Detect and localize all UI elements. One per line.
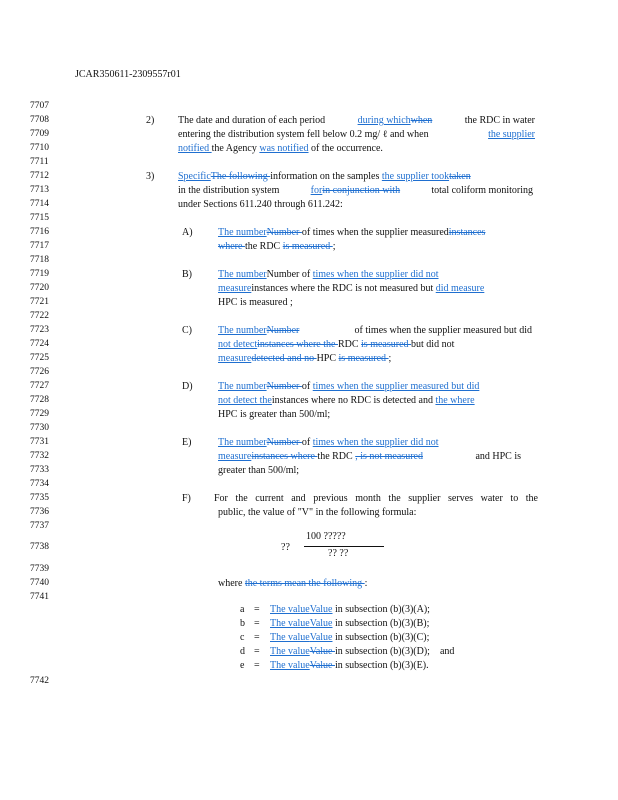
inserted-text: The value [270,632,310,643]
line-number: 7735 [30,493,49,503]
text-run: RDC [337,339,362,350]
text-run: in subsection (b)(3)(E). [334,660,429,671]
deleted-text: The following [210,171,271,182]
inserted-text: during which [357,115,411,126]
deleted-text: where [218,241,245,252]
inserted-text: times when the supplier measured but did [312,381,480,392]
text-run: the Agency [211,143,260,154]
text-run: Number of [266,269,313,280]
line-number: 7719 [30,269,49,279]
definition-equals: = [254,646,260,657]
definition-row [240,632,429,644]
line-number: 7715 [30,213,49,223]
definition-variable: e [240,660,245,671]
inserted-text: notified [178,143,212,154]
deleted-text: when [410,115,433,126]
inserted-text: the supplier took [381,171,450,182]
line-number: 7708 [30,115,49,125]
definition-variable: d [240,646,245,657]
line-number: 7739 [30,564,49,574]
line-number: 7741 [30,592,49,602]
text-run: in the distribution system [178,185,280,196]
paragraph-line [218,578,367,590]
definition-variable: a [240,604,245,615]
line-number: 7720 [30,283,49,293]
line-number: 7730 [30,423,49,433]
paragraph-line: public, the value of "V" in the following formula: [218,507,417,518]
text-run: entering the distribution system fell below 0.2 mg/ ℓ and when [178,129,429,140]
inserted-text: for [310,185,323,196]
text-run: of the occurrence. [308,143,383,154]
subitem-label: C) [182,325,192,336]
line-number: 7710 [30,143,49,153]
line-number: 7728 [30,395,49,405]
text-run: ; [388,353,392,364]
deleted-text: , is not measured [355,451,423,462]
paragraph-line [218,451,521,463]
inserted-text: measure [218,283,252,294]
inserted-text: Value [309,604,333,615]
text-run: instances where no RDC [271,395,374,406]
paragraph-line [218,241,336,253]
deleted-text: is measured [361,339,412,350]
text-run: and HPC is [475,451,521,462]
line-number: 7727 [30,381,49,391]
inserted-text: Value [309,618,333,629]
paragraph-line [178,171,471,183]
definition-equals: = [254,660,260,671]
subitem-label: E) [182,437,192,448]
inserted-text: times when the supplier did not [312,269,439,280]
item-number: 3) [146,171,155,182]
inserted-text: measure [218,353,252,364]
inserted-text: The number [218,269,267,280]
line-number: 7738 [30,542,49,552]
text-run: is detected and [373,395,436,406]
line-number: 7742 [30,676,49,686]
text-run: but did not [411,339,455,350]
line-number: 7740 [30,578,49,588]
deleted-text: Number [266,325,300,336]
paragraph-line [178,129,535,141]
paragraph-line [178,115,535,127]
deleted-text: Value [309,646,335,657]
paragraph-line [218,437,439,449]
text-run: and [439,646,455,657]
text-run: in subsection (b)(3)(B); [332,618,430,629]
document-id: JCAR350611-2309557r01 [75,69,181,80]
line-number: 7726 [30,367,49,377]
inserted-text: The number [218,437,267,448]
definition-row [240,646,454,658]
deleted-text: in conjunction with [322,185,401,196]
text-run: of times when the supplier measured [301,227,449,238]
paragraph-line [178,199,343,211]
inserted-text: Specific [178,171,211,182]
deleted-text: is measured [282,241,333,252]
line-number: 7718 [30,255,49,265]
text-run: ; [332,241,336,252]
line-number: 7714 [30,199,49,209]
definition-equals: = [254,632,260,643]
deleted-text: Number [266,227,302,238]
inserted-text: The value [270,604,310,615]
definition-row [240,618,429,630]
line-number: 7712 [30,171,49,181]
deleted-text: instances [448,227,486,238]
text-run: HPC [316,353,339,364]
paragraph-line [218,339,454,351]
inserted-text: not detect the [218,395,272,406]
line-number: 7737 [30,521,49,531]
inserted-text: The value [270,646,310,657]
text-run: under Sections 611.240 through 611.242: [178,199,343,210]
paragraph-line [218,353,391,365]
text-run: the RDC [317,451,356,462]
definition-row [240,660,429,672]
subitem-label: B) [182,269,192,280]
text-run: HPC is measured ; [218,297,293,308]
definition-equals: = [254,604,260,615]
formula-denominator: ?? ?? [328,548,349,559]
text-run: the RDC in water [464,115,535,126]
text-run: The date and duration of each period [178,115,326,126]
definition-variable: b [240,618,245,629]
text-run: of [301,381,313,392]
deleted-text: detected and no [251,353,317,364]
line-number: 7711 [30,157,49,167]
paragraph-line [218,381,479,393]
formula-numerator: 100 ????? [306,531,346,542]
text-run: the RDC [244,241,283,252]
inserted-text: Value [309,632,333,643]
line-number: 7736 [30,507,49,517]
inserted-text: the [435,395,448,406]
subitem-label: A) [182,227,193,238]
inserted-text: The number [218,227,267,238]
definition-row [240,604,430,616]
deleted-text: is measured [338,353,389,364]
subitem-label: D) [182,381,193,392]
paragraph-line [218,465,299,477]
text-run: in subsection (b)(3)(A); [332,604,430,615]
inserted-text: measure [218,451,252,462]
paragraph-line [218,297,293,309]
paragraph-line [218,395,475,407]
line-number: 7707 [30,101,49,111]
inserted-text: where [447,395,475,406]
inserted-text: The number [218,381,267,392]
deleted-text: Number [266,437,302,448]
inserted-text: The number [218,325,267,336]
paragraph-line [178,143,383,155]
line-number: 7717 [30,241,49,251]
formula-lhs: ?? [281,542,290,553]
line-number: 7709 [30,129,49,139]
text-run: in subsection (b)(3)(C); [332,632,430,643]
deleted-text: the terms mean the following [244,578,365,589]
paragraph-line [178,185,533,197]
text-run: of [301,437,313,448]
text-run: : [364,578,368,589]
line-number: 7713 [30,185,49,195]
item-number: 2) [146,115,155,126]
text-run: of times when the supplier measured but did [354,325,532,336]
inserted-text: not detect [218,339,258,350]
paragraph-line [218,283,484,295]
definition-variable: c [240,632,245,643]
deleted-text: taken [449,171,471,182]
paragraph-line [218,227,485,239]
text-run: instances where the RDC is not measured but [251,283,436,294]
line-number: 7732 [30,451,49,461]
inserted-text: times when the supplier did not [312,437,439,448]
paragraph-line [218,409,330,421]
text-run: in subsection (b)(3)(D); [334,646,430,657]
subitem-label: F) [182,493,191,504]
line-number: 7724 [30,339,49,349]
deleted-text: Number [266,381,302,392]
inserted-text: did measure [435,283,485,294]
line-number: 7716 [30,227,49,237]
paragraph-line: For the current and previous month the supplier serves water to the [214,493,538,504]
line-number: 7731 [30,437,49,447]
deleted-text: Value [309,660,335,671]
inserted-text: The value [270,618,310,629]
text-run: greater than 500/ml; [218,465,300,476]
paragraph-line [218,325,532,337]
text-run: information on the samples [270,171,382,182]
line-number: 7723 [30,325,49,335]
fraction-bar [304,546,384,547]
text-run: where [218,578,245,589]
line-number: 7733 [30,465,49,475]
text-run: total coliform monitoring [431,185,533,196]
line-number: 7734 [30,479,49,489]
paragraph-line [218,269,439,281]
line-number: 7722 [30,311,49,321]
inserted-text: the supplier [488,129,535,140]
definition-equals: = [254,618,260,629]
line-number: 7725 [30,353,49,363]
inserted-text: was notified [259,143,309,154]
text-run: HPC is greater than 500/ml; [218,409,331,420]
line-number: 7729 [30,409,49,419]
inserted-text: The value [270,660,310,671]
line-number: 7721 [30,297,49,307]
deleted-text: instances where [251,451,318,462]
deleted-text: instances where the [257,339,338,350]
